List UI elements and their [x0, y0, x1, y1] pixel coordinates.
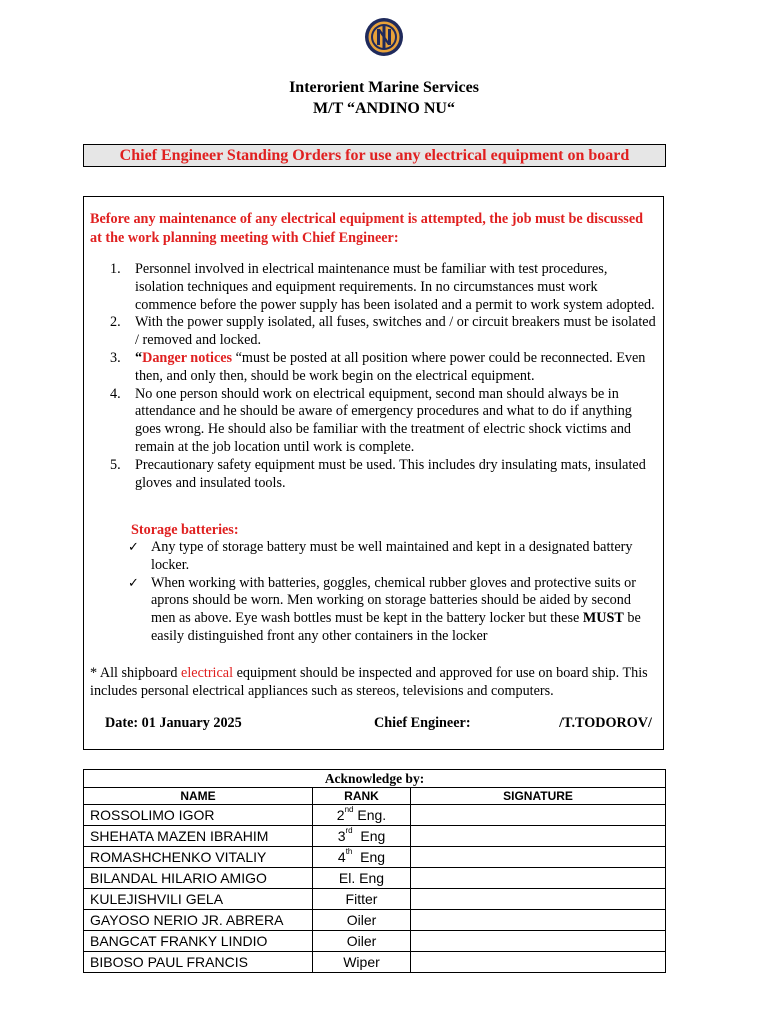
table-row: ROSSOLIMO IGOR 2nd Eng.: [84, 805, 666, 826]
acknowledgement-table: [83, 769, 666, 973]
table-row: SHEHATA MAZEN IBRAHIM 3rd Eng: [84, 826, 666, 847]
table-row: BIBOSO PAUL FRANCIS Wiper: [84, 952, 666, 973]
signature-cell[interactable]: [411, 847, 666, 868]
list-item: 1. Personnel involved in electrical maintenance must be familiar with test procedures, isolation techniques and equipment requirements. In no circumstances must work commence before the power supply has been isolated and a permit to work system adopted.: [110, 261, 655, 313]
document-title: Chief Engineer Standing Orders for use any electrical equipment on board: [83, 144, 666, 167]
table-row: KULEJISHVILI GELA Fitter: [84, 889, 666, 910]
signoff-row: [84, 714, 665, 732]
list-item: ✓ Any type of storage battery must be well maintained and kept in a designated battery locker.: [128, 539, 633, 573]
checkmark-icon: ✓: [128, 575, 139, 591]
storage-batteries-heading: Storage batteries:: [131, 522, 239, 538]
ship-name: M/T “ANDINO NU“: [313, 100, 455, 117]
table-row: GAYOSO NERIO JR. ABRERA Oiler: [84, 910, 666, 931]
name-column-header: NAME: [84, 788, 313, 805]
rank-column-header: RANK: [313, 788, 411, 805]
signature-cell[interactable]: [411, 931, 666, 952]
storage-batteries-list: [128, 539, 658, 646]
chief-engineer-label: Chief Engineer:: [374, 715, 471, 731]
list-item: 3. “Danger notices “must be posted at all position where power could be reconnected. Even then, and only then, should be work begin on the electrical equipment.: [110, 349, 646, 384]
checkmark-icon: ✓: [128, 540, 139, 555]
list-item: 5. Precautionary safety equipment must be used. This includes dry insulating mats, insulated gloves and insulated tools.: [110, 456, 646, 491]
signature-cell[interactable]: [411, 952, 666, 973]
table-row: BILANDAL HILARIO AMIGO El. Eng: [84, 868, 666, 889]
table-row: ROMASHCHENKO VITALIY 4th Eng: [84, 847, 666, 868]
chief-engineer-name: /T.TODOROV/: [559, 715, 652, 731]
acknowledge-title: Acknowledge by:: [84, 770, 666, 788]
table-row: BANGCAT FRANKY LINDIO Oiler: [84, 931, 666, 952]
signature-cell[interactable]: [411, 805, 666, 826]
signature-cell[interactable]: [411, 868, 666, 889]
standing-orders-box: [83, 196, 664, 750]
list-item: ✓ When working with batteries, goggles, chemical rubber gloves and protective suits or aprons should be worn. Men working on storage batteries should be aided by second men as above. Eye wash bottles must be kept in the battery locker but these MUST be easily distinguished front any other containers in the locker: [128, 574, 641, 644]
company-name: Interorient Marine Services: [289, 79, 479, 96]
signature-cell[interactable]: [411, 910, 666, 931]
intro-warning: Before any maintenance of any electrical equipment is attempted, the job must be discussed at the work planning meeting with Chief Engineer:: [90, 211, 644, 246]
signature-column-header: SIGNATURE: [411, 788, 666, 805]
danger-notices-text: Danger notices: [142, 349, 233, 366]
orders-list: [90, 261, 656, 492]
list-item: 2. With the power supply isolated, all fuses, switches and / or circuit breakers must be isolated / removed and locked.: [110, 314, 656, 349]
shipboard-equipment-note: * All shipboard electrical equipment should be inspected and approved for use on board ship. This includes personal electrical appliances such as stereos, televisions and computers.: [90, 665, 648, 699]
signature-cell[interactable]: [411, 889, 666, 910]
signature-cell[interactable]: [411, 826, 666, 847]
company-logo: [364, 17, 404, 57]
list-item: 4. No one person should work on electrical equipment, second man should always be in attendance and he should be aware of emergency procedures and what to do if anything goes wrong. He should also be familiar with the treatment of electric shock victims and remain at the job location until work is complete.: [110, 385, 632, 455]
issue-date: Date: 01 January 2025: [105, 715, 242, 731]
